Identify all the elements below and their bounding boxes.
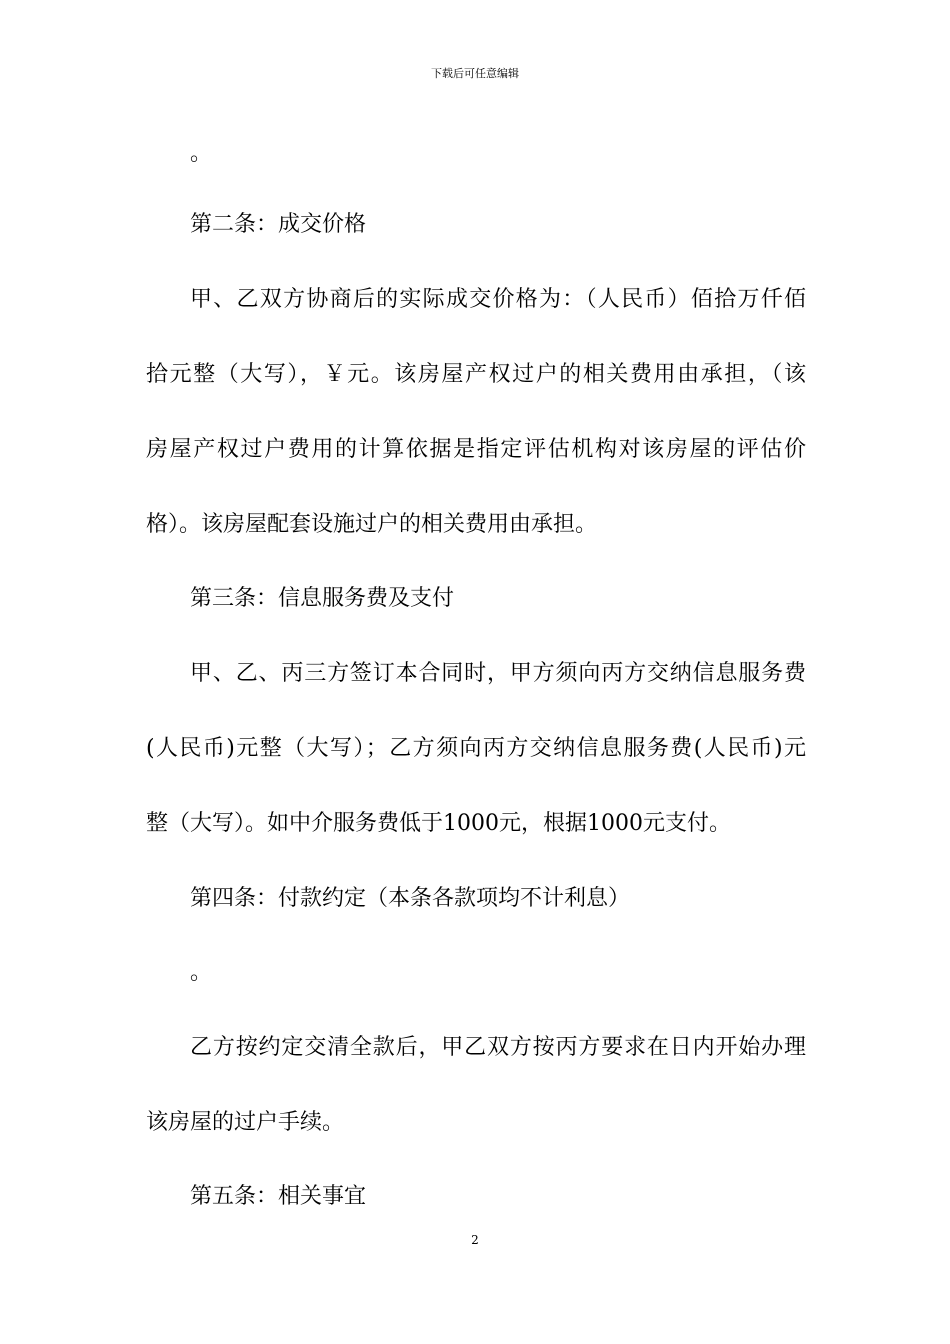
- section-heading: 第二条：成交价格: [190, 212, 367, 237]
- paragraph-line: 乙方按约定交清全款后，甲乙双方按丙方要求在日内开始办理: [190, 1035, 806, 1060]
- paragraph-line: 甲、乙双方协商后的实际成交价格为：（人民币）佰拾万仟佰: [190, 287, 806, 312]
- page-header: 下载后可任意编辑: [431, 67, 519, 80]
- paragraph-line: 甲、乙、丙三方签订本合同时，甲方须向丙方交纳信息服务费: [190, 661, 806, 686]
- page-number: 2: [471, 1233, 479, 1247]
- section-heading: 第四条：付款约定（本条各款项均不计利息）: [190, 886, 631, 911]
- paragraph-line: 。: [190, 960, 213, 985]
- paragraph-line: 房屋产权过户费用的计算依据是指定评估机构对该房屋的评估价: [146, 437, 806, 462]
- paragraph-line: 整（大写）。如中介服务费低于1000元，根据1000元支付。: [146, 811, 731, 836]
- paragraph-line: 格）。该房屋配套设施过户的相关费用由承担。: [146, 512, 598, 537]
- section-heading: 第五条：相关事宜: [190, 1184, 367, 1209]
- section-heading: 第三条：信息服务费及支付: [190, 586, 455, 611]
- paragraph-line: 拾元整（大写），￥元。该房屋产权过户的相关费用由承担，（该: [146, 362, 806, 387]
- paragraph-line: 。: [190, 141, 213, 166]
- paragraph-line: (人民币)元整（大写）；乙方须向丙方交纳信息服务费(人民币)元: [146, 736, 806, 761]
- paragraph-line: 该房屋的过户手续。: [146, 1110, 345, 1135]
